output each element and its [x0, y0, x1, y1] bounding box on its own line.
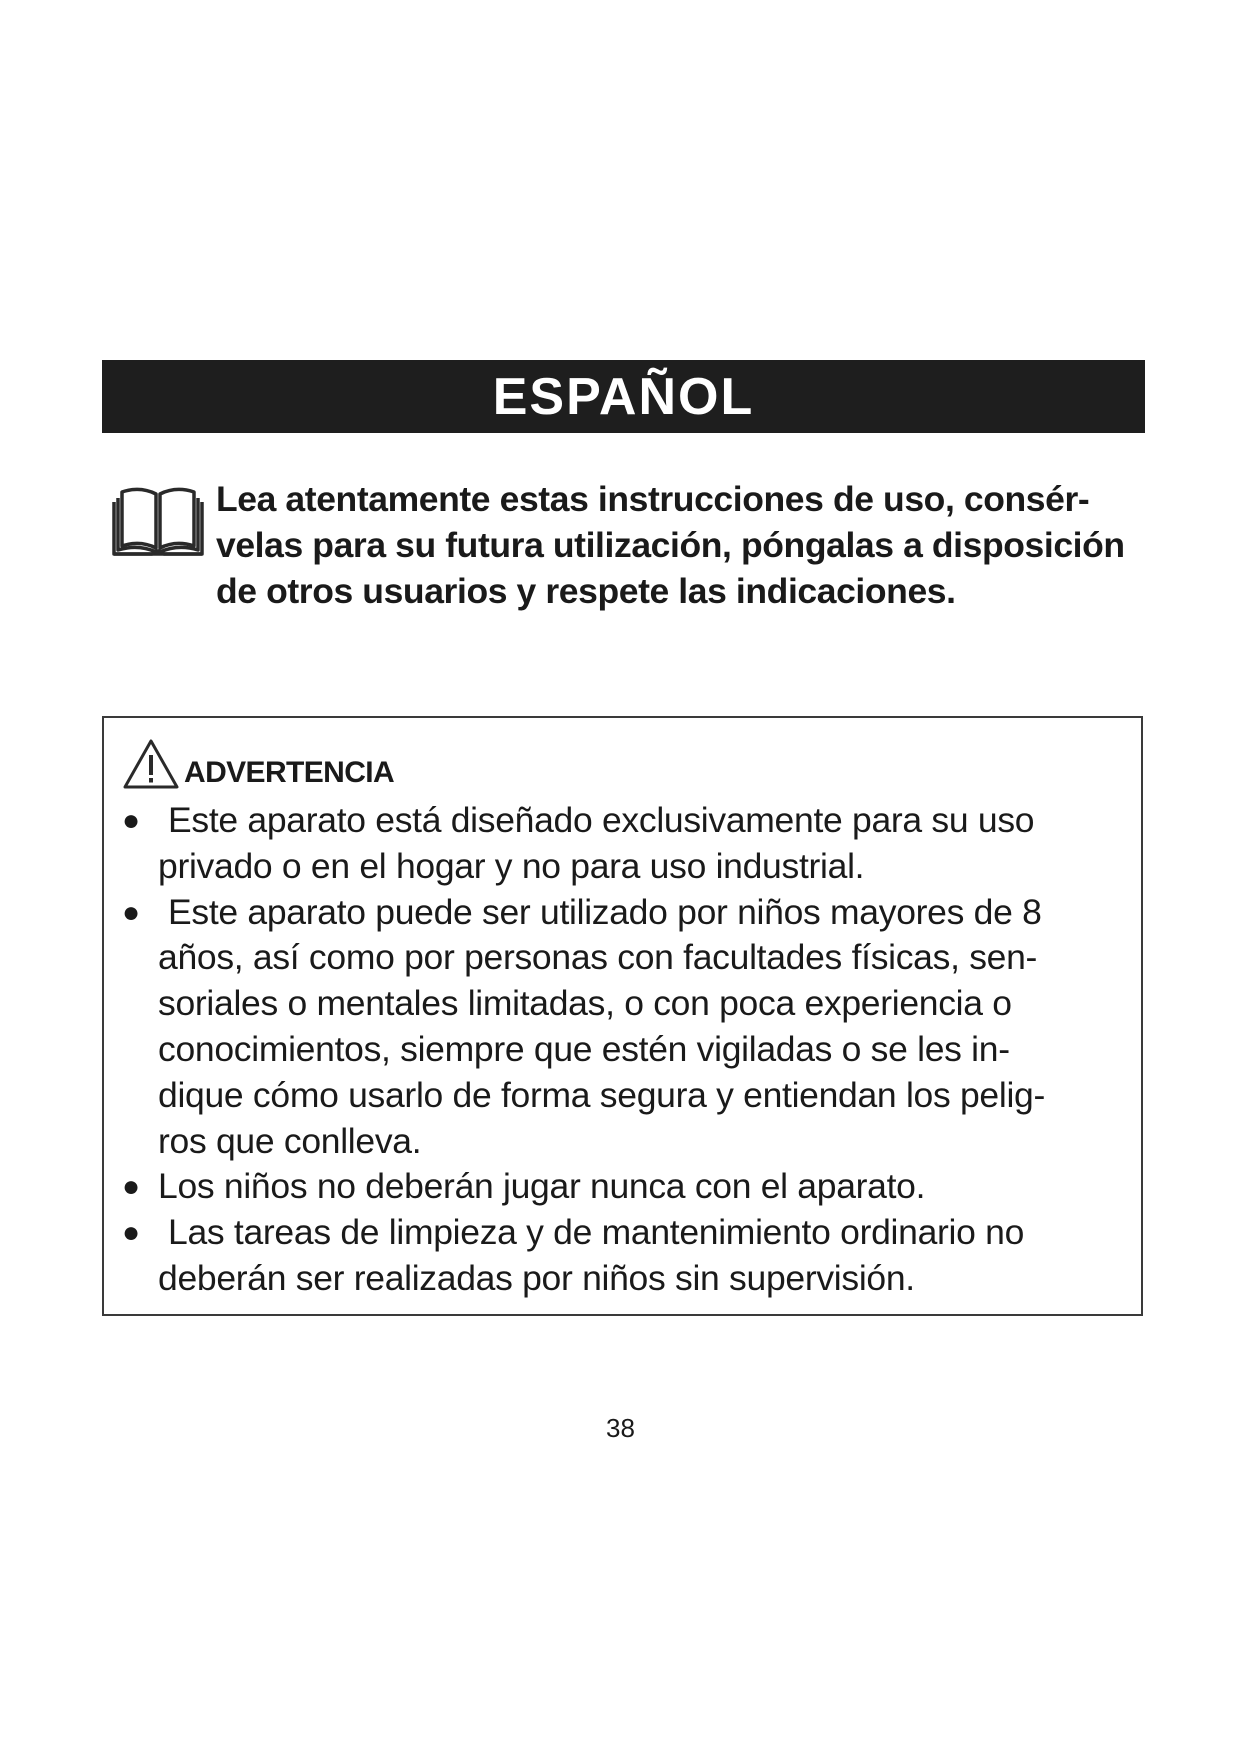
page-number: 38: [606, 1413, 635, 1443]
list-item-line: dique cómo usarlo de forma segura y entiendan los pelig-: [158, 1074, 1046, 1115]
list-item-line: soriales o mentales limitadas, o con poca experiencia o: [158, 983, 1012, 1024]
intro-line: Lea atentamente estas instrucciones de uso, consér-: [216, 479, 1090, 519]
bullet: ●: [122, 1216, 140, 1250]
warning-label: ADVERTENCIA: [184, 756, 395, 789]
bullet: ●: [122, 804, 140, 837]
bullet: ●: [122, 895, 140, 929]
list-item: [104, 798, 1141, 890]
list-item-line: Las tareas de limpieza y de mantenimiento ordinario no: [168, 1212, 1025, 1253]
section-title: ESPAÑOL: [492, 367, 755, 426]
list-item-line: Este aparato puede ser utilizado por niños mayores de 8: [168, 891, 1042, 932]
list-item: [104, 1210, 1141, 1302]
list-item-line: ros que conlleva.: [158, 1120, 422, 1161]
warning-heading: [122, 736, 394, 790]
list-item: [104, 1164, 1141, 1210]
list-item-line: privado o en el hogar y no para uso industrial.: [158, 845, 865, 886]
intro-line: velas para su futura utilización, póngalas a disposición: [216, 525, 1125, 565]
warning-list: [104, 798, 1141, 1302]
list-item-line: años, así como por personas con facultades físicas, sen-: [158, 937, 1038, 978]
list-item-line: conocimientos, siempre que estén vigiladas o se les in-: [158, 1028, 1010, 1069]
section-title-bar: [102, 360, 1145, 433]
intro-notice: [112, 476, 1152, 626]
intro-text: [216, 476, 1151, 614]
intro-line: de otros usuarios y respete las indicaciones.: [216, 571, 956, 611]
book-icon: [112, 482, 204, 558]
list-item-line: deberán ser realizadas por niños sin supervisión.: [158, 1257, 915, 1298]
warning-triangle-icon: [122, 738, 180, 790]
list-item: [104, 890, 1141, 1165]
list-item-line: Este aparato está diseñado exclusivamente para su uso: [168, 800, 1035, 840]
bullet: ●: [122, 1170, 140, 1204]
warning-box: [102, 716, 1143, 1316]
list-item-line: Los niños no deberán jugar nunca con el aparato.: [158, 1166, 926, 1207]
